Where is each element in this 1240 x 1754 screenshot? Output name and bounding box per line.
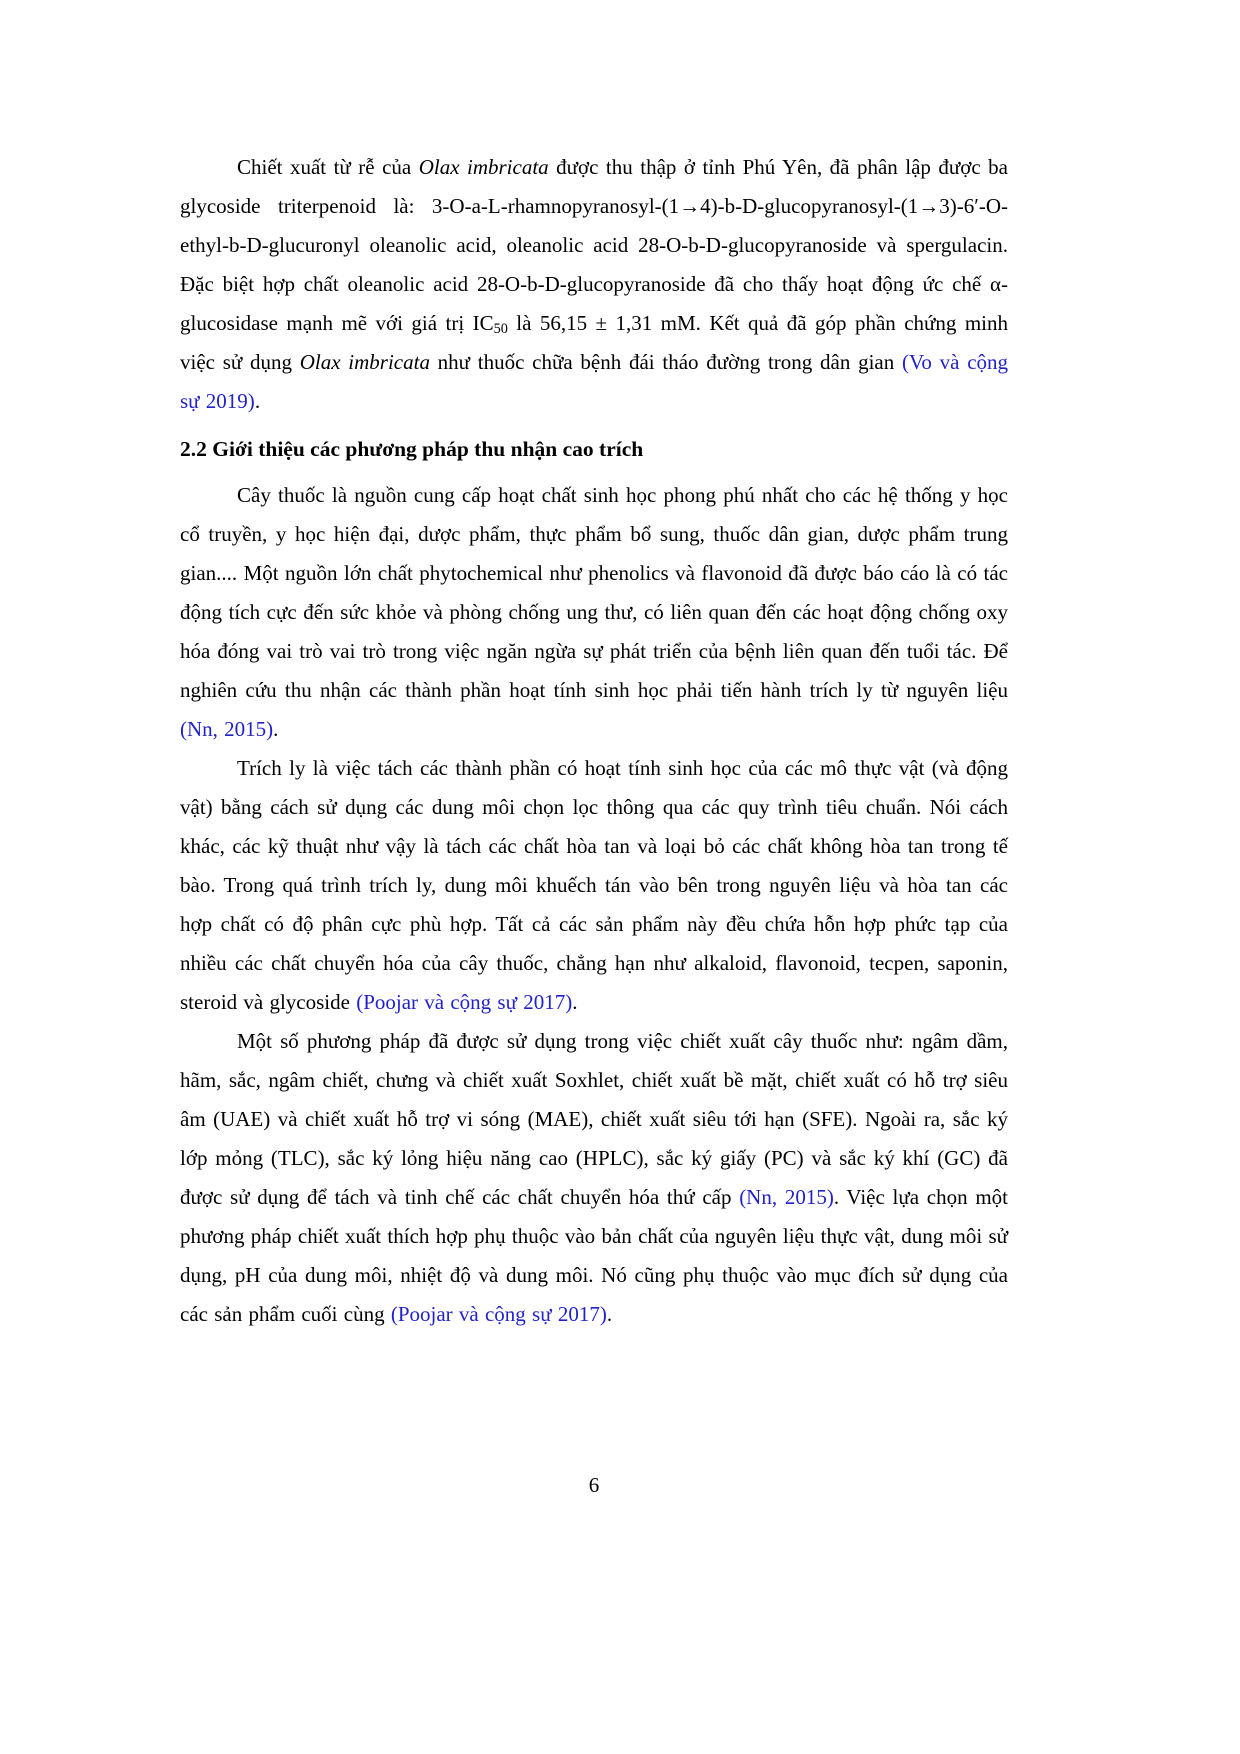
paragraph-olax-extract	[180, 148, 1008, 421]
text-segment: Cây thuốc là nguồn cung cấp hoạt chất sinh học phong phú nhất cho các hệ thống y học cổ truyền, y học hiện đại, dược phẩm, thực phẩm bổ sung, thuốc dân gian, dược phẩm trung gian.... Một nguồn lớn chất phytochemical như phenolics và flavonoid đã được báo cáo là có tác động tích cực đến sức khỏe và phòng chống ung thư, có liên quan đến các hoạt động chống oxy hóa đóng vai trò vai trò trong việc ngăn ngừa sự phát triển của bệnh liên quan đến tuổi tác. Để nghiên cứu thu nhận các thành phần hoạt tính sinh học phải tiến hành trích ly từ nguyên liệu	[180, 483, 1008, 702]
text-segment: Một số phương pháp đã được sử dụng trong việc chiết xuất cây thuốc như: ngâm dầm, hãm, sắc, ngâm chiết, chưng và chiết xuất Soxhlet, chiết xuất bề mặt, chiết xuất có hỗ trợ siêu âm (UAE) và chiết xuất hỗ trợ vi sóng (MAE), chiết xuất siêu tới hạn (SFE). Ngoài ra, sắc ký lớp mỏng (TLC), sắc ký lỏng hiệu năng cao (HPLC), sắc ký giấy (PC) và sắc ký khí (GC) đã được sử dụng để tách và tinh chế các chất chuyển hóa thứ cấp	[180, 1029, 1008, 1209]
text-segment: .	[254, 389, 261, 413]
citation-link[interactable]: (Poojar và cộng sự 2017)	[390, 1302, 607, 1326]
text-segment: . Việc lựa chọn một phương pháp chiết xuất thích hợp phụ thuộc vào bản chất của nguyên liệu thực vật, dung môi sử dụng, pH của dung môi, nhiệt độ và dung môi. Nó cũng phụ thuộc vào mục đích sử dụng của các sản phẩm cuối cùng	[180, 1185, 1009, 1326]
paragraph-medicinal-plants	[180, 476, 1008, 749]
text-segment: .	[572, 990, 578, 1014]
text-segment: Chiết xuất từ rễ của	[237, 155, 419, 179]
citation-link[interactable]: (Nn, 2015)	[739, 1185, 834, 1209]
text-segment: được thu thập ở tỉnh Phú Yên, đã phân lập được ba glycoside triterpenoid là: 3-O-a-L-rhamnopyranosyl-(1→4)-b-D-glucopyranosyl-(1→3)-6′-O-ethyl-b-D-glucuronyl oleanolic acid, oleanolic acid 28-O-b-D-glucopyranoside và spergulacin. Đặc biệt hợp chất oleanolic acid 28-O-b-D-glucopyranoside đã cho thấy hoạt động ức chế α-glucosidase mạnh mẽ với giá trị IC	[180, 155, 1009, 335]
text-segment: Olax imbricata	[299, 350, 430, 374]
page-number: 6	[588, 1473, 600, 1497]
text-segment: .	[606, 1302, 613, 1326]
text-segment: như thuốc chữa bệnh đái tháo đường trong dân gian	[429, 350, 902, 374]
text-segment: 50	[493, 321, 508, 338]
text-segment: Olax imbricata	[418, 155, 549, 179]
citation-link[interactable]: (Nn, 2015)	[180, 717, 274, 741]
text-segment: Trích ly là việc tách các thành phần có hoạt tính sinh học của các mô thực vật (và động vật) bằng cách sử dụng các dung môi chọn lọc thông qua các quy trình tiêu chuẩn. Nói cách khác, các kỹ thuật như vậy là tách các chất hòa tan và loại bỏ các chất không hòa tan trong tế bào. Trong quá trình trích ly, dung môi khuếch tán vào bên trong nguyên liệu và hòa tan các hợp chất có độ phân cực phù hợp. Tất cả các sản phẩm này đều chứa hỗn hợp phức tạp của nhiều các chất chuyển hóa của cây thuốc, chẳng hạn như alkaloid, flavonoid, tecpen, saponin, steroid và glycoside	[180, 756, 1008, 1014]
section-heading: 2.2 Giới thiệu các phương pháp thu nhận cao trích	[180, 437, 644, 461]
paragraph-extraction-methods	[180, 1022, 1008, 1334]
citation-link[interactable]: (Poojar và cộng sự 2017)	[356, 990, 573, 1014]
paragraph-extraction-definition	[180, 749, 1008, 1022]
text-segment: là 56,15 ± 1,31 mM. Kết quả đã góp phần chứng minh việc sử dụng	[180, 311, 1008, 374]
citation-link[interactable]: (Vo và cộng sự 2019)	[180, 350, 1009, 413]
text-segment: .	[273, 717, 279, 741]
